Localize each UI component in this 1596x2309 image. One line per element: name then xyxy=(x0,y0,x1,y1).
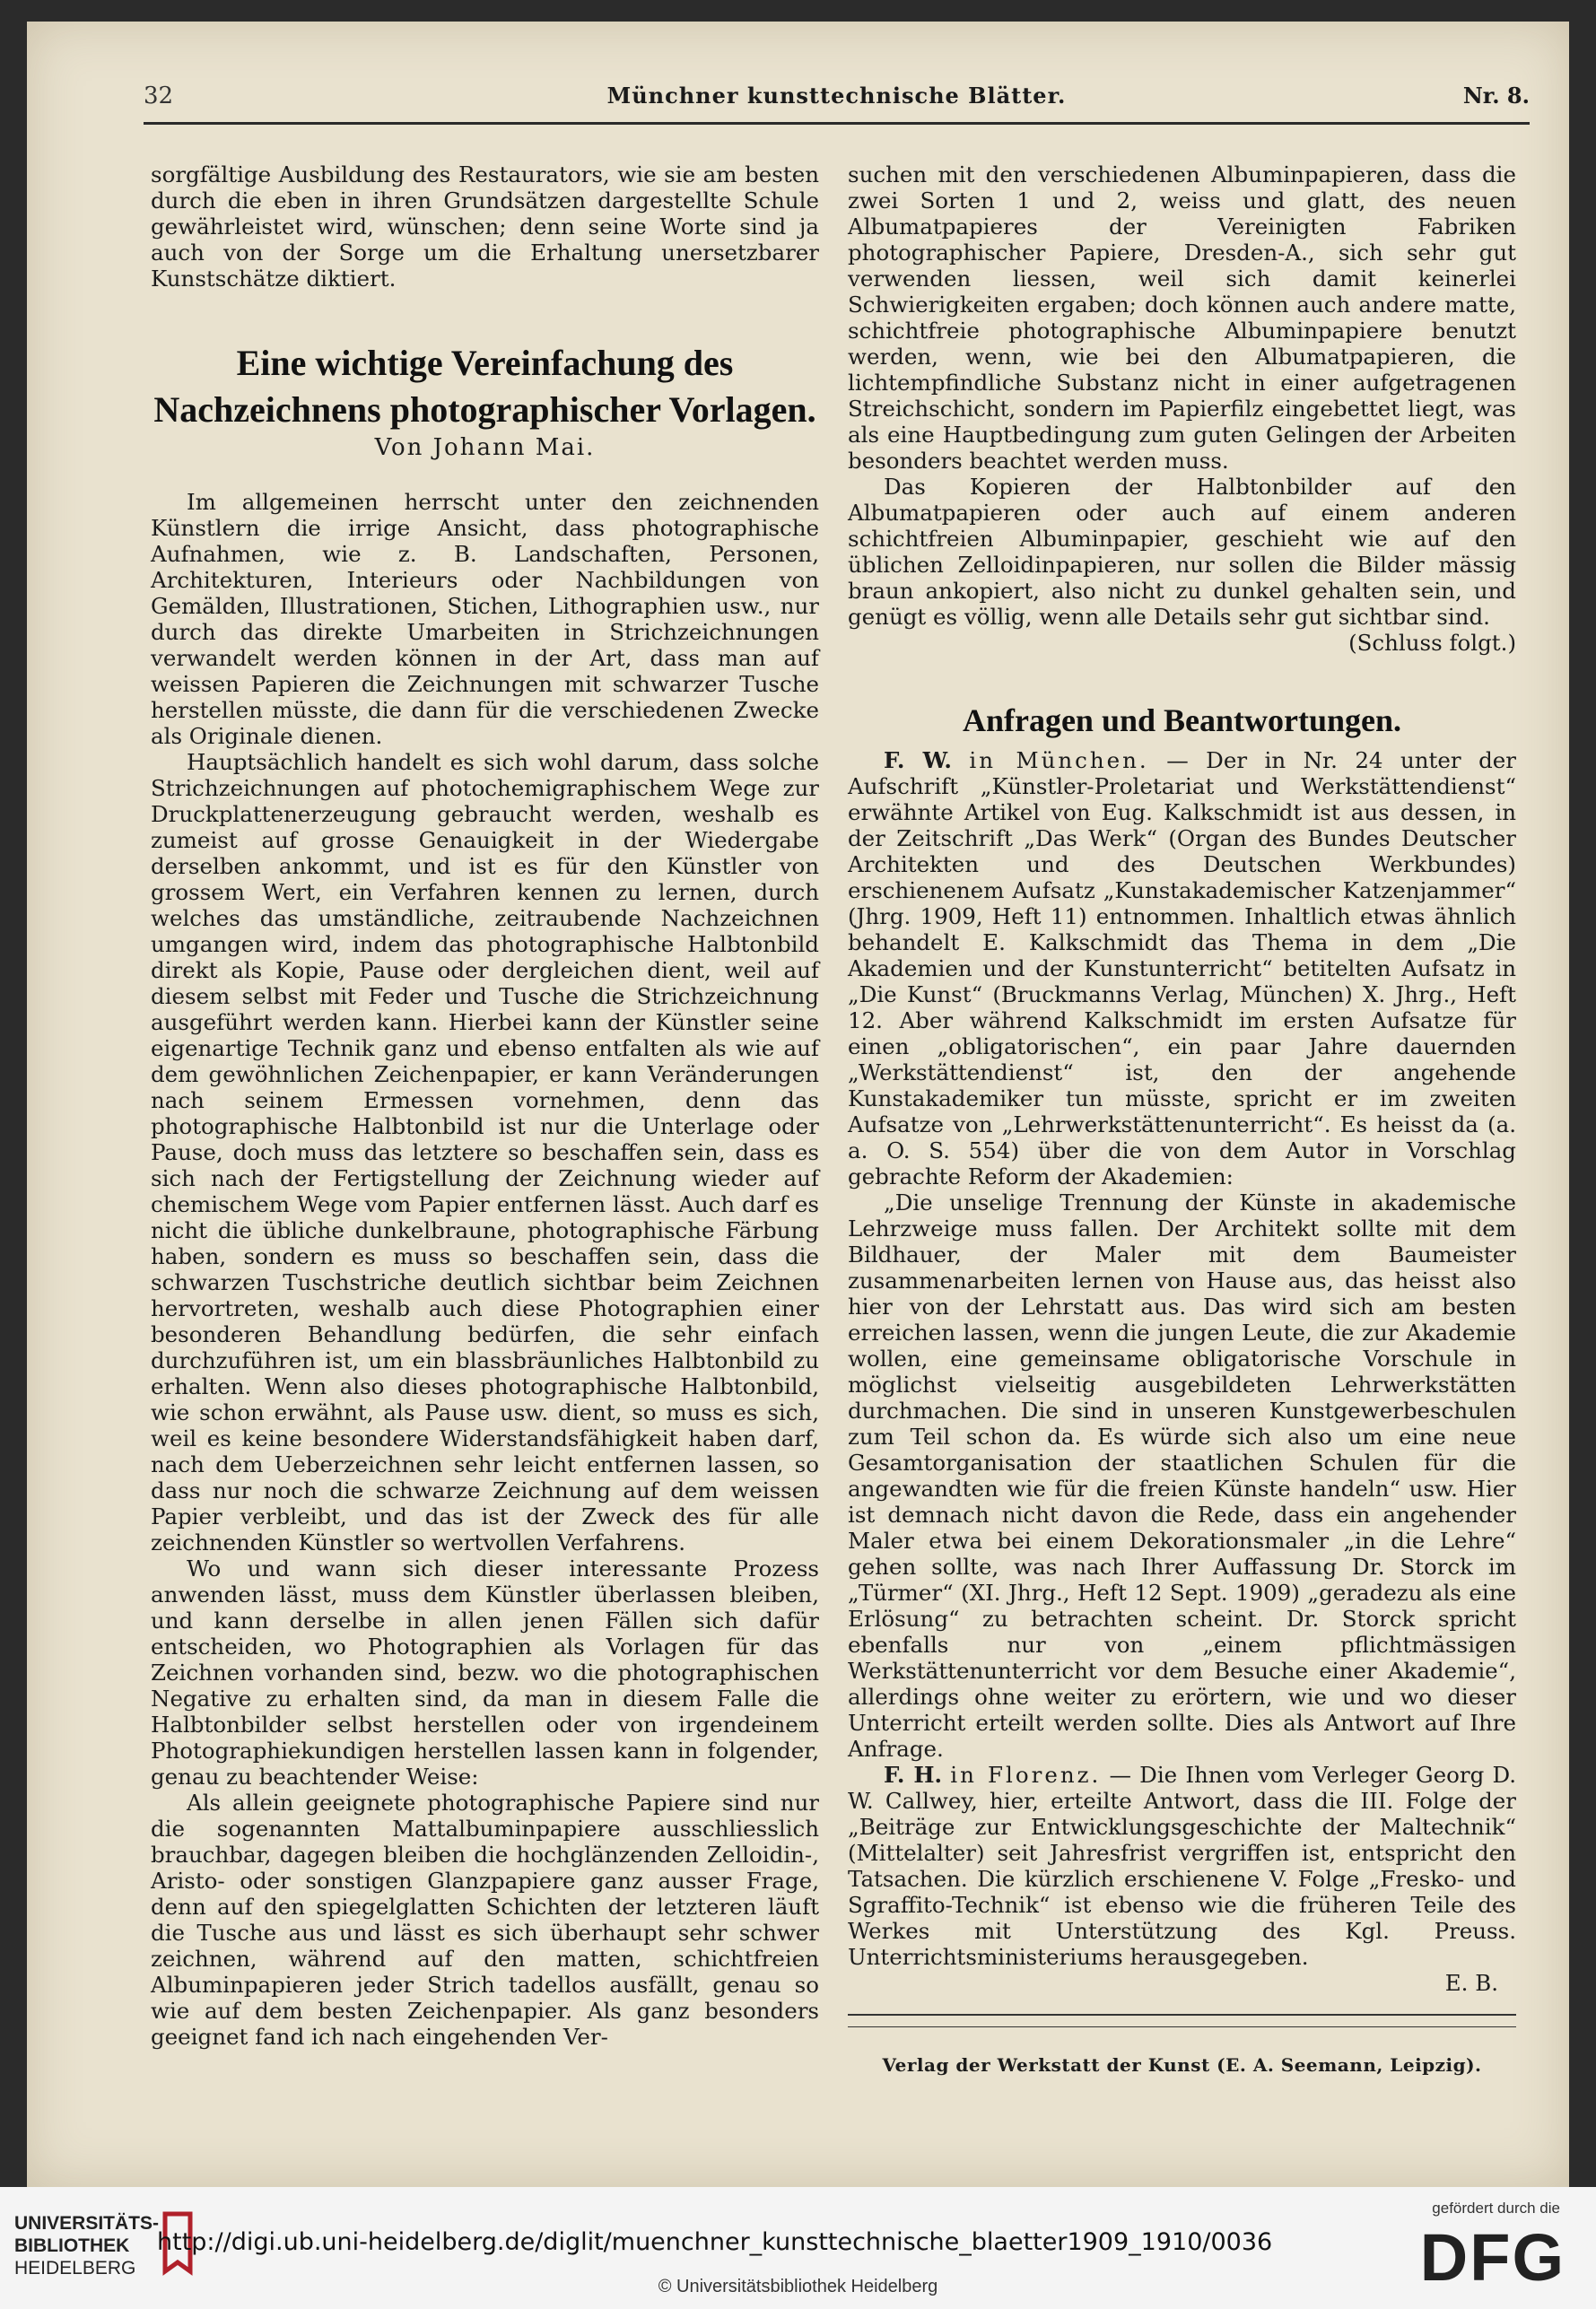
viewer-footer xyxy=(0,2187,1596,2309)
dfg-logo[interactable]: DFG xyxy=(1419,2220,1565,2295)
library-logo[interactable] xyxy=(14,2212,159,2279)
journal-title: Münchner kunsttechnische Blätter. xyxy=(606,83,1067,109)
library-line-2: BIBLIOTHEK xyxy=(14,2235,130,2256)
permalink-url[interactable]: http://digi.ub.uni-heidelberg.de/diglit/muenchner_kunsttechnische_blaetter1909_1910/0036 xyxy=(157,2228,1273,2256)
funding-note: gefördert durch die xyxy=(1432,2200,1560,2217)
qa2-place: in Florenz. xyxy=(950,1762,1102,1788)
article-paragraph: Wo und wann sich dieser interessante Prozess anwenden lässt, muss dem Künstler überlassen bleiben, und kann derselbe in allen jenen Fällen sich dafür entscheiden, wo Photographien als Vorlagen für das Zeichnen vorhanden sind, bezw. wo die photographischen Negative zu erhalten sind, da man in diesem Falle die Halbtonbilder selbst herstellen oder von irgendeinem Photographiekundigen herstellen lassen kann in folgender, genau zu beachtender Weise: xyxy=(151,1555,819,1790)
qa-section-title: Anfragen und Beantwortungen. xyxy=(962,702,1402,738)
right-column xyxy=(848,161,1516,2076)
page-number: 32 xyxy=(144,83,174,109)
qa2-initials: F. H. xyxy=(884,1762,943,1788)
closing-note-row xyxy=(848,630,1516,656)
qa-entry-2 xyxy=(848,1762,1516,1970)
left-column xyxy=(151,161,819,2050)
running-header xyxy=(144,83,1530,118)
article-paragraph: Hauptsächlich handelt es sich wohl darum, dass solche Strichzeichnungen auf photochemigraphischem Wege zur Druckplattenerzeugung gebraucht werden, weshalb es zumeist auf grosse Genauigkeit in der Wiedergabe derselben ankommt, und ist es für den Künstler von grossem Wert, ein Verfahren kennen zu lernen, durch welches das umständliche, zeitraubende Nachzeichnen umgangen wird, indem das photographische Halbtonbild direkt als Kopie, Pause oder dergleichen dient, weil auf diesem selbst mit Feder und Tusche die Strichzeichnung ausgeführt werden kann. Hierbei kann der Künstler seine eigenartige Technik ganz und ebenso entfalten als wie auf dem gewöhnlichen Zeichenpapier, er kann Veränderungen nach seinem Ermessen vornehmen, denn das photographische Halbtonbild ist nur die Unterlage oder Pause, doch muss das letztere so beschaffen sein, dass es sich nach der Fertigstellung der Zeichnung wieder auf chemischem Wege vom Papier entfernen lässt. Auch darf es nicht die übliche dunkelbraune, photographische Färbung haben, sondern es muss so beschaffen sein, dass die schwarzen Tuschstriche deutlich sichtbar beim Zeichnen hervortreten, weshalb auch diese Photographien einer besonderen Behandlung bedürfen, die sehr einfach durchzuführen ist, um ein blassbräunliches Halbtonbild zu erhalten. Wenn also dieses photographische Halbtonbild, wie schon erwähnt, als Pause usw. dient, so muss es sich, weil es keine besondere Widerstandsfähigkeit haben darf, nach dem Ueberzeichnen sehr leicht entfernen lassen, so dass nur noch die schwarze Zeichnung auf dem weissen Papier verbleibt, und das ist der Zweck des für alle zeichnenden Künstler so wertvollen Verfahrens. xyxy=(151,749,819,1555)
end-rule xyxy=(848,2014,1516,2016)
library-line-1: UNIVERSITÄTS- xyxy=(14,2213,160,2234)
issue-number: Nr. 8. xyxy=(1462,83,1530,109)
article-paragraph: Das Kopieren der Halbtonbilder auf den Albumatpapieren oder auch auf einem anderen schichtfreien Albuminpapier, geschieht wie auf den üblichen Zelloidinpapieren, nur sollen die Bilder mässig braun ankopiert, also nicht zu dunkel gehalten sein, und genügt es völlig, wenn alle Details sehr gut sichtbar sind. xyxy=(848,474,1516,630)
end-rule-thin xyxy=(848,2026,1516,2027)
article-title: Eine wichtige Vereinfachung des Nachzeichnens photographischer Vorlagen. xyxy=(153,343,816,430)
qa-entry-1 xyxy=(848,747,1516,1189)
qa2-signature-row xyxy=(848,1970,1516,1996)
qa2-text: — Die Ihnen vom Verleger Georg D. W. Callwey, hier, erteilte Antwort, dass die III. Folge der „Beiträge zur Entwicklungsgeschichte der Maltechnik“ (Mittelalter) seit Jahresfrist vergriffen ist, entspricht den Tatsachen. Die kürzlich erschienene V. Folge „Fresko- und Sgraffito-Technik“ ist ebenso wie die früheren Teile des Werkes mit Unterstützung des Kgl. Preuss. Unterrichtsministeriums herausgegeben. xyxy=(848,1762,1517,1970)
intro-paragraph: sorgfältige Ausbildung des Restaurators, wie sie am besten durch die eben in ihren Grundsätzen dargestellte Schule gewährleistet wird, wünschen; denn seine Worte sind ja auch von der Sorge um die Erhaltung unersetzbarer Kunstschätze diktiert. xyxy=(151,161,819,292)
qa1-quote: „Die unselige Trennung der Künste in akademische Lehrzweige muss fallen. Der Architekt sollte mit dem Bildhauer, der Maler mit dem Baumeister zusammenarbeiten lernen von Hause aus, das heisst also hier von der Lehrstatt aus. Das wird sich am besten erreichen lassen, wenn die jungen Leute, die zur Akademie wollen, eine gemeinsame obligatorische Vorschule in möglichst vielseitig ausgebildeten Lehrwerkstätten durchmachen. Die sind in unseren Kunstgewerbeschulen zum Teil schon da. Es würde sich also um eine neue Gesamtorganisation der staatlichen Schulen für die angewandten wie für die freien Künste handeln“ usw. Hier ist demnach nicht davon die Rede, dass ein angehender Maler etwa bei einem Dekorationsmaler „in die Lehre“ gehen sollte, was nach Ihrer Auffassung Dr. Storck im „Türmer“ (XI. Jhrg., Heft 12 Sept. 1909) „geradezu als eine Erlösung“ zu betrachten scheint. Dr. Storck spricht ebenfalls nur von „einem pflichtmässigen Werkstättenunterricht vor dem Besuche einer Akademie“, allerdings ohne weiter zu erörtern, wie und wo dieser Unterricht erteilt werden sollte. Dies als Antwort auf Ihre Anfrage. xyxy=(848,1189,1516,1762)
continuation-paragraph: suchen mit den verschiedenen Albuminpapieren, dass die zwei Sorten 1 und 2, weiss und glatt, des neuen Albumatpapieres der Vereinigten Fabriken photographischer Papiere, Dresden-A., sich sehr gut verwenden liessen, weil sich damit keinerlei Schwierigkeiten ergaben; doch können auch andere matte, schichtfreie photographische Albuminpapiere benutzt werden, wenn, wie bei den Albumatpapieren, die lichtempfindliche Substanz nicht in einer aufgetragenen Streichschicht, sondern im Papierfilz eingebettet liegt, was als eine Hauptbedingung zum guten Gelingen der Arbeiten besonders beachtet werden muss. xyxy=(848,161,1516,474)
publisher-line: Verlag der Werkstatt der Kunst (E. A. Seemann, Leipzig). xyxy=(882,2054,1482,2076)
article-paragraph: Im allgemeinen herrscht unter den zeichnenden Künstlern die irrige Ansicht, dass photographische Aufnahmen, wie z. B. Landschaften, Personen, Architekturen, Interieurs oder Nachbildungen von Gemälden, Illustrationen, Stichen, Lithographien usw., nur durch das direkte Umarbeiten in Strichzeichnungen verwandelt werden können in der Art, dass man auf weissen Papieren die Zeichnungen mit schwarzer Tusche herstellen müsste, die dann für die verschiedenen Zwecke als Originale dienen. xyxy=(151,489,819,749)
qa2-signature: E. B. xyxy=(1444,1970,1498,1996)
qa1-place: in München. xyxy=(969,747,1149,773)
closing-note: (Schluss folgt.) xyxy=(1348,630,1516,656)
qa1-text: — Der in Nr. 24 unter der Aufschrift „Künstler-Proletariat und Werkstättendienst“ erwähnte Artikel von Eug. Kalkschmidt ist aus dessen, in der Zeitschrift „Das Werk“ (Organ des Bundes Deutscher Architekten und des Deutschen Werkbundes) erschienenem Aufsatz „Kunstakademischer Katzenjammer“ (Jhrg. 1909, Heft 11) entnommen. Inhaltlich etwas ähnlich behandelt E. Kalkschmidt das Thema in dem „Die Akademien und der Kunstunterricht“ betitelten Aufsatz in „Die Kunst“ (Bruckmanns Verlag, München) X. Jhrg., Heft 12. Aber während Kalkschmidt im ersten Aufsatze für einen „obligatorischen“, ein paar Jahre dauernden „Werkstättendienst“ ist, den der angehende Kunstakademiker tun müsste, spricht er im zweiten Aufsatze von „Lehrwerkstättenunterricht“. Es heisst da (a. a. O. S. 554) über die von dem Autor in Vorschlag gebrachte Reform der Akademien: xyxy=(848,747,1516,1189)
library-line-3: HEIDELBERG xyxy=(14,2258,136,2279)
copyright-notice: © Universitätsbibliothek Heidelberg xyxy=(658,2277,938,2296)
article-paragraph: Als allein geeignete photographische Papiere sind nur die sogenannten Mattalbuminpapiere ausschliesslich brauchbar, dagegen bleiben die hochglänzenden Zelloidin-, Aristo- oder sonstigen Glanzpapiere ganz ausser Frage, denn auf den spiegelglatten Schichten der letzteren läuft die Tusche aus und lässt es sich überhaupt sehr schwer zeichnen, während auf den matten, schichtfreien Albuminpapieren jeder Strich tadellos ausfällt, genau so wie auf dem besten Zeichenpapier. Als ganz besonders geeignet fand ich nach eingehenden Ver- xyxy=(151,1790,819,2050)
byline: Von Johann Mai. xyxy=(374,434,596,461)
qa1-initials: F. W. xyxy=(884,747,952,773)
header-rule xyxy=(144,122,1530,125)
